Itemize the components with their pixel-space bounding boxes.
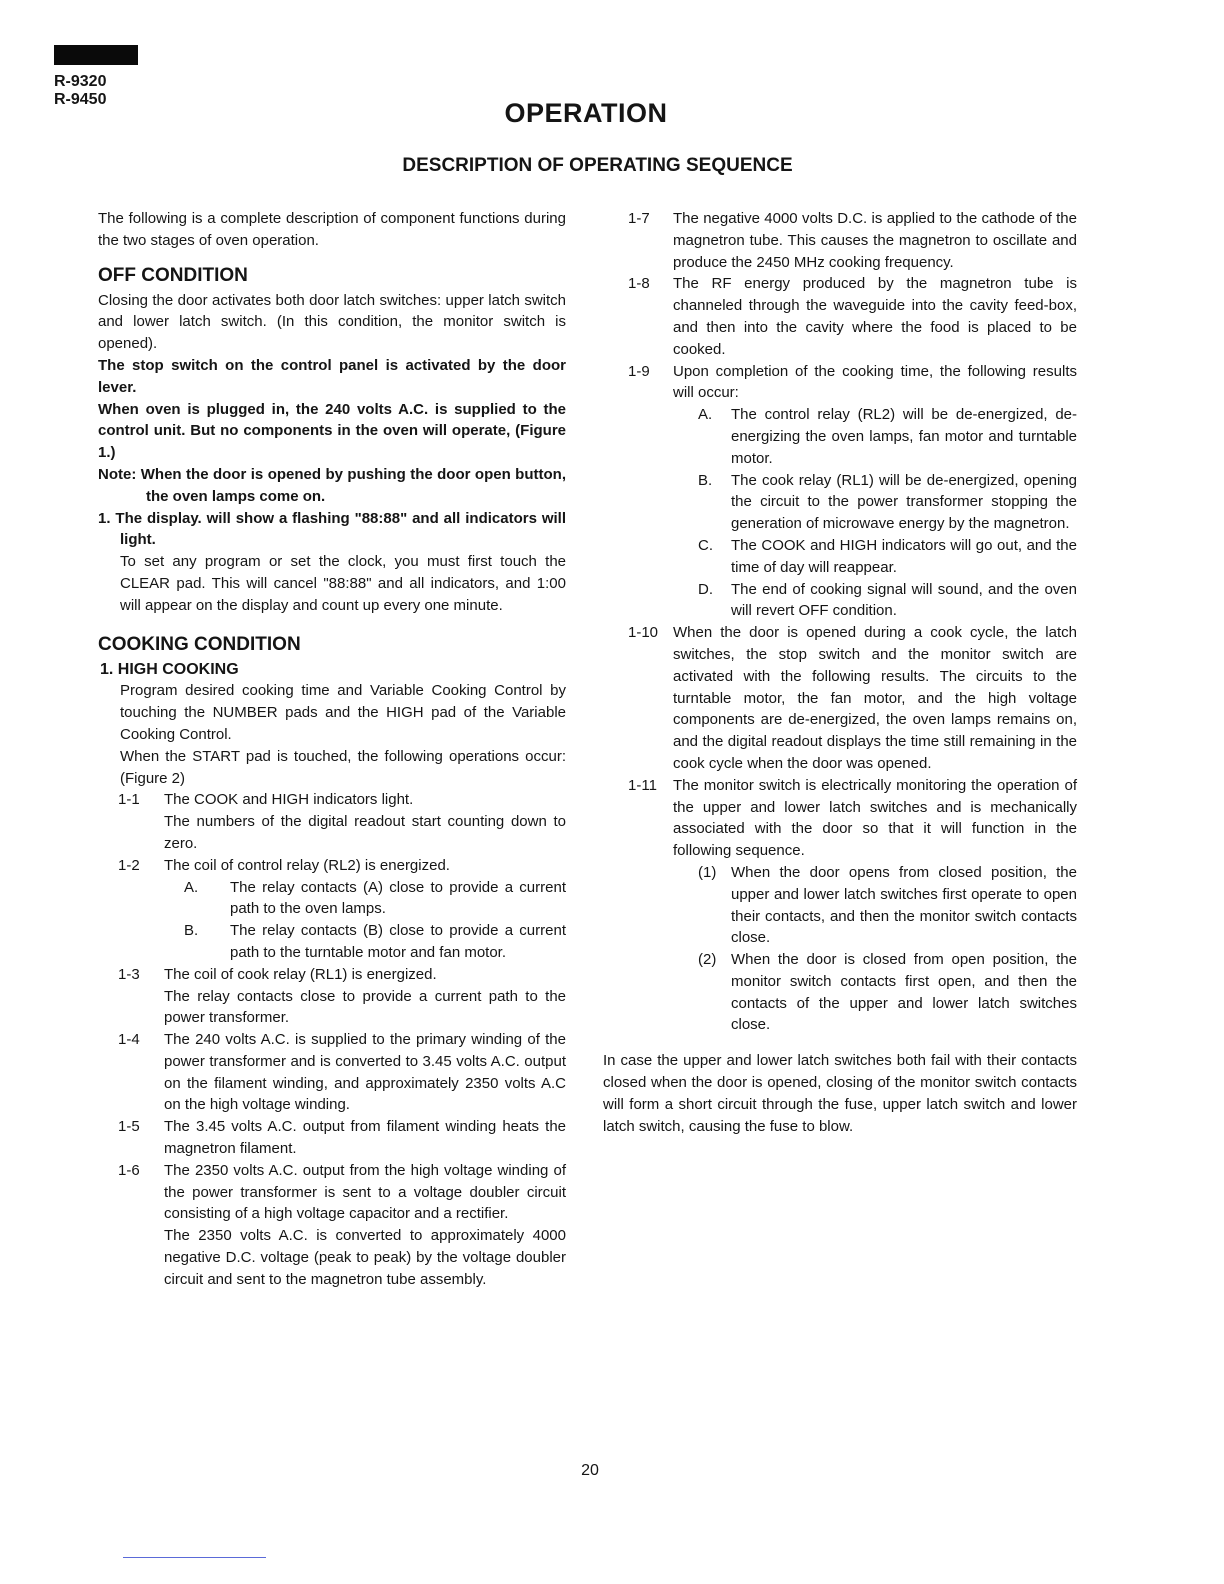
step-1-8 — [603, 273, 1077, 360]
step-text-2: The numbers of the digital readout start counting down to zero. — [164, 813, 566, 852]
step-1-5 — [98, 1116, 566, 1160]
step-1-9-b — [673, 470, 1077, 535]
step-1-2 — [98, 855, 566, 964]
off-paragraph-3: When oven is plugged in, the 240 volts A.C. is supplied to the control unit. But no components in the oven will operate, (Figure 1.) — [98, 400, 566, 462]
item-text: The relay contacts (A) close to provide a current path to the oven lamps. — [230, 878, 566, 918]
step-text: The coil of control relay (RL2) is energized. — [164, 856, 450, 874]
step-1-11-1 — [673, 862, 1077, 949]
step-1-2-b — [164, 920, 566, 964]
right-column — [603, 208, 1077, 1137]
step-1-9-d — [673, 579, 1077, 623]
step-number: 1-5 — [118, 1118, 140, 1136]
step-1-9 — [603, 361, 1077, 623]
item-letter: B. — [184, 922, 199, 940]
step-1-3 — [98, 964, 566, 1029]
page-subtitle: DESCRIPTION OF OPERATING SEQUENCE — [402, 155, 793, 176]
step-text: The 2350 volts A.C. output from the high voltage winding of the power transformer is sent to a voltage doubler circuit consisting of a high voltage capacitor and a rectifier. — [164, 1161, 566, 1223]
header-black-bar — [54, 45, 138, 65]
step-text-2: The relay contacts close to provide a current path to the power transformer. — [164, 987, 566, 1027]
step-text: The 3.45 volts A.C. output from filament winding heats the magnetron filament. — [164, 1118, 566, 1158]
step-1-9-a — [673, 404, 1077, 469]
item-text: The end of cooking signal will sound, and the oven will revert OFF condition. — [731, 580, 1077, 620]
page-number: 20 — [581, 1462, 599, 1479]
step-1-11 — [603, 775, 1077, 1037]
off-condition-heading: OFF CONDITION — [98, 264, 248, 286]
step-text: Upon completion of the cooking time, the following results will occur: — [673, 362, 1077, 402]
step-number: 1-4 — [118, 1031, 140, 1049]
step-number: 1-8 — [628, 275, 650, 293]
step-number: 1-7 — [628, 210, 650, 227]
step-text: The coil of cook relay (RL1) is energized. — [164, 965, 437, 983]
model-1: R-9320 — [54, 73, 107, 90]
step-number: 1-10 — [628, 624, 659, 642]
left-column — [98, 208, 566, 1291]
step-1-7 — [603, 208, 1077, 273]
step-text: The negative 4000 volts D.C. is applied to the cathode of the magnetron tube. This causes the magnetron to oscillate and produce the 2450 MHz cooking frequency. — [673, 210, 1077, 271]
off-item-1-detail: To set any program or set the clock, you must first touch the CLEAR pad. This will cancel "88:88" and all indicators, and 1:00 will appear on the display and count up every one minute. — [120, 553, 566, 614]
item-text: The relay contacts (B) close to provide a current path to the turntable motor and fan motor. — [230, 922, 566, 961]
step-1-4 — [98, 1029, 566, 1116]
step-number: 1-9 — [628, 362, 650, 380]
step-1-6 — [98, 1160, 566, 1291]
step-text: The 240 volts A.C. is supplied to the primary winding of the power transformer and is converted to 3.45 volts A.C. output on the filament winding, and approximately 2350 volts A.C on the high voltage winding. — [164, 1031, 566, 1114]
step-number: 1-1 — [118, 791, 140, 809]
step-1-9-c — [673, 535, 1077, 579]
item-text: The cook relay (RL1) will be de-energized, opening the circuit to the power transformer stopping the generation of microwave energy by the magnetron. — [731, 471, 1077, 533]
page-title: OPERATION — [504, 98, 668, 128]
step-number: 1-3 — [118, 965, 140, 983]
step-1-11-2 — [673, 949, 1077, 1036]
item-number: (1) — [698, 863, 717, 881]
off-paragraph-2: The stop switch on the control panel is activated by the door lever. — [98, 356, 566, 396]
step-text: The RF energy produced by the magnetron tube is channeled through the waveguide into the cavity feed-box, and then into the cavity where the food is placed to be cooked. — [673, 275, 1077, 358]
step-number: 1-11 — [628, 776, 657, 794]
closing-paragraph: In case the upper and lower latch switches both fail with their contacts closed when the door is opened, closing of the monitor switch contacts will form a short circuit through the fuse, upper latch switch and lower latch switch, causing the fuse to blow. — [603, 1052, 1077, 1135]
step-1-1 — [98, 789, 566, 854]
step-text: The monitor switch is electrically monitoring the operation of the upper and lower latch switches and is mechanically associated with the door so that it will function in the following sequence. — [673, 776, 1077, 860]
cooking-condition-heading: COOKING CONDITION — [98, 633, 301, 655]
item-text: When the door is closed from open position, the monitor switch contacts first open, and then the contacts of the upper and lower latch switches close. — [731, 951, 1077, 1034]
step-text-2: The 2350 volts A.C. is converted to approximately 4000 negative D.C. voltage (peak to peak) by the voltage doubler circuit and sent to the magnetron tube assembly. — [164, 1227, 566, 1288]
step-1-10 — [603, 622, 1077, 775]
scan-artifact-line — [123, 1557, 266, 1558]
step-number: 1-6 — [118, 1161, 140, 1179]
item-letter: C. — [698, 536, 713, 554]
step-number: 1-2 — [118, 856, 140, 874]
item-letter: D. — [698, 580, 713, 598]
high-cooking-heading: 1. HIGH COOKING — [100, 660, 239, 678]
item-letter: A. — [184, 878, 199, 896]
model-2: R-9450 — [54, 91, 107, 108]
off-paragraph-1: Closing the door activates both door latch switches: upper latch switch and lower latch switch. (In this condition, the monitor switch is opened). — [98, 291, 566, 353]
step-1-2-a — [164, 877, 566, 921]
intro-paragraph: The following is a complete description of component functions during the two stages of oven operation. — [98, 210, 566, 249]
item-letter: A. — [698, 406, 713, 424]
step-text: The COOK and HIGH indicators light. — [164, 791, 414, 809]
off-note: Note: When the door is opened by pushing the door open button, the oven lamps come on. — [98, 465, 566, 505]
item-number: (2) — [698, 951, 717, 969]
item-text: When the door opens from closed position, the upper and lower latch switches first operate to open their contacts, and then the monitor switch contacts close. — [731, 863, 1077, 947]
item-letter: B. — [698, 471, 713, 489]
high-paragraph-1: Program desired cooking time and Variable Cooking Control by touching the NUMBER pads and the HIGH pad of the Variable Cooking Control. — [120, 682, 566, 743]
step-text: When the door is opened during a cook cycle, the latch switches, the stop switch and the monitor switch are activated with the following results. The circuits to the turntable motor, the fan motor, and the high voltage components are de-energized, the oven lamps remains on, and the digital readout displays the time still remaining in the cook cycle when the door was opened. — [673, 624, 1077, 772]
high-paragraph-2: When the START pad is touched, the following operations occur: (Figure 2) — [120, 747, 566, 787]
item-text: The COOK and HIGH indicators will go out, and the time of day will reappear. — [731, 536, 1077, 576]
off-item-1: 1. The display. will show a flashing "88:88" and all indicators will light. — [98, 509, 566, 549]
item-text: The control relay (RL2) will be de-energized, de-energizing the oven lamps, fan motor and turntable motor. — [731, 406, 1077, 467]
